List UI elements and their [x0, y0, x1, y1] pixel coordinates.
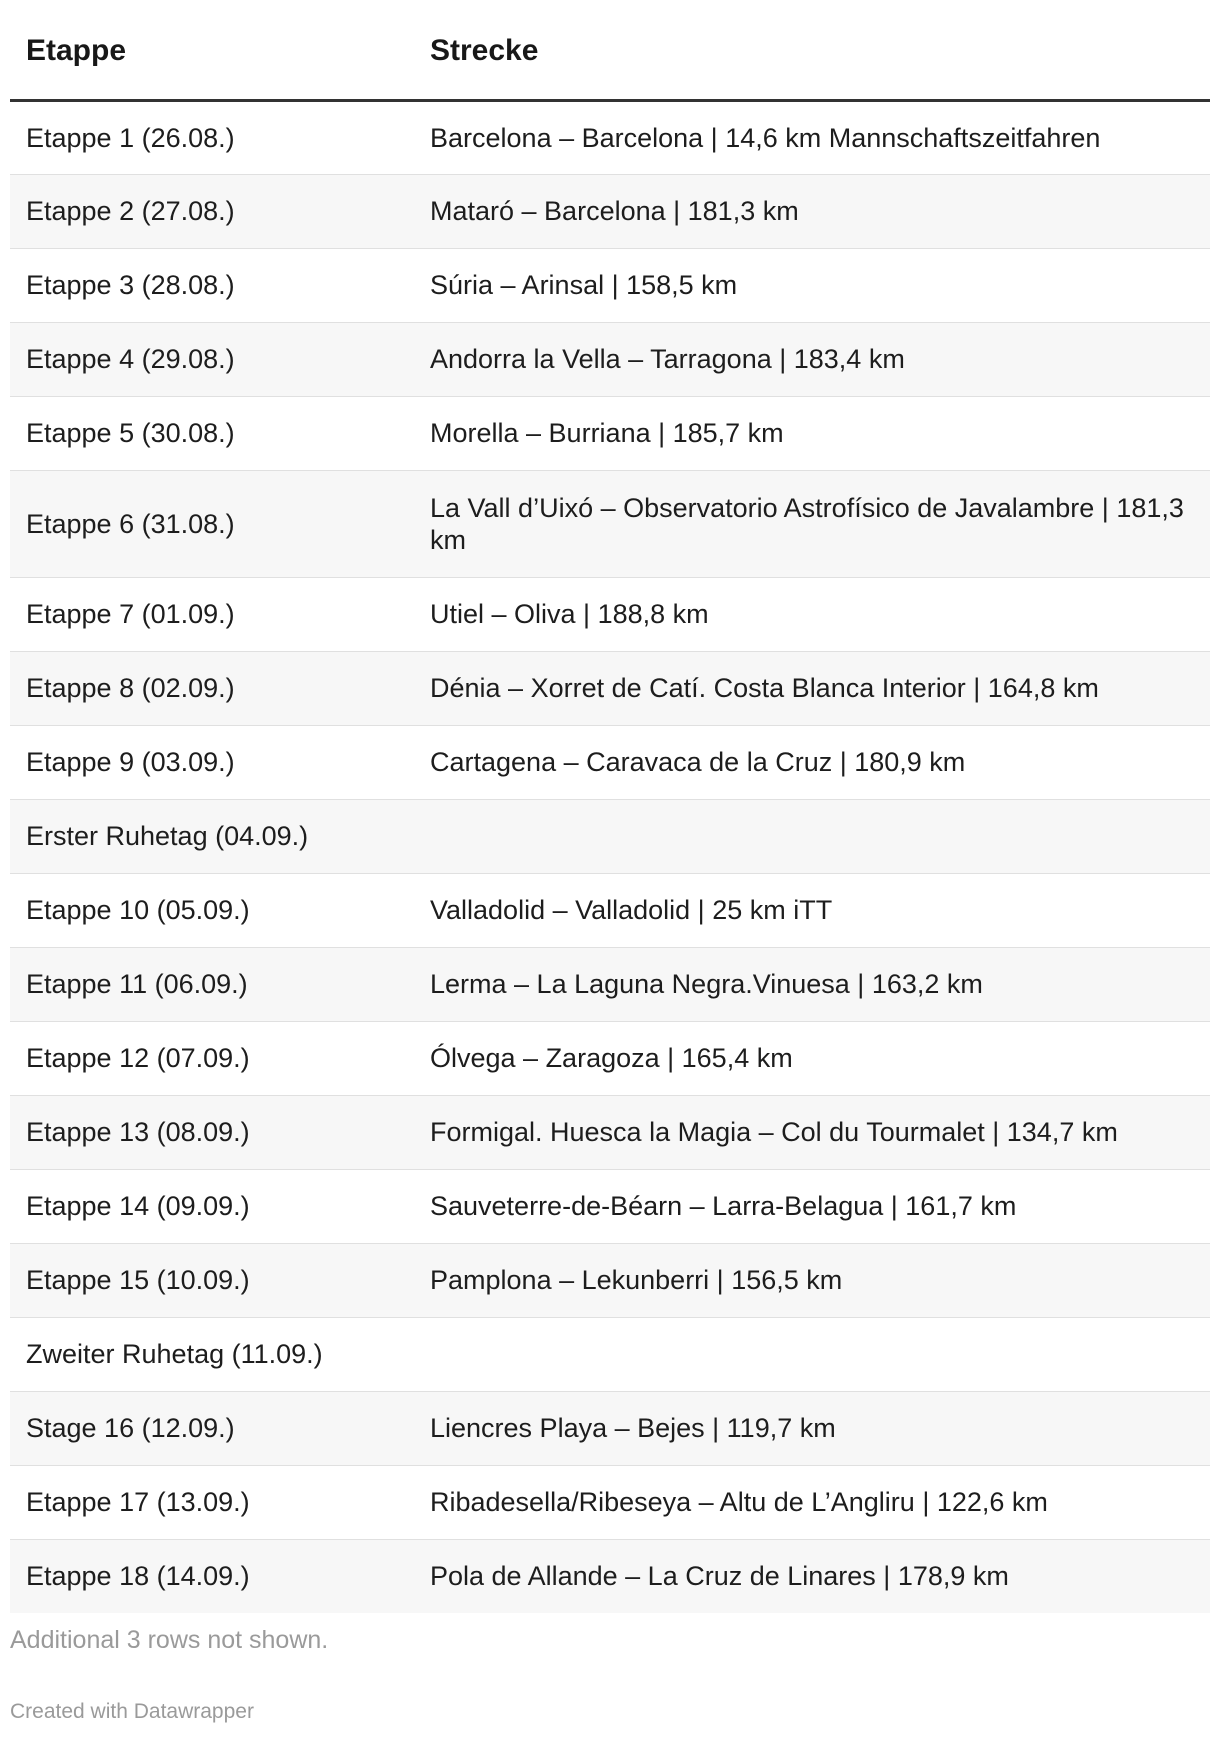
- cell-etappe: Etappe 17 (13.09.): [10, 1465, 414, 1539]
- cell-strecke: Dénia – Xorret de Catí. Costa Blanca Interior | 164,8 km: [414, 651, 1210, 725]
- cell-strecke: Lerma – La Laguna Negra.Vinuesa | 163,2 km: [414, 947, 1210, 1021]
- cell-strecke: Barcelona – Barcelona | 14,6 km Mannschaftszeitfahren: [414, 100, 1210, 174]
- datawrapper-credit-link[interactable]: Created with Datawrapper: [10, 1700, 254, 1723]
- cell-strecke: Mataró – Barcelona | 181,3 km: [414, 174, 1210, 248]
- table-row: [10, 947, 1210, 1021]
- table-row: [10, 577, 1210, 651]
- stages-table-container: [10, 0, 1210, 1613]
- cell-etappe: Etappe 14 (09.09.): [10, 1169, 414, 1243]
- cell-etappe: Etappe 12 (07.09.): [10, 1021, 414, 1095]
- table-row: [10, 100, 1210, 174]
- cell-strecke: Utiel – Oliva | 188,8 km: [414, 577, 1210, 651]
- table-row: [10, 1021, 1210, 1095]
- table-row: [10, 174, 1210, 248]
- cell-etappe: Etappe 5 (30.08.): [10, 396, 414, 470]
- table-row: [10, 725, 1210, 799]
- cell-strecke: Ribadesella/Ribeseya – Altu de L’Angliru | 122,6 km: [414, 1465, 1210, 1539]
- cell-strecke: [414, 1317, 1210, 1391]
- table-row: [10, 248, 1210, 322]
- table-row: [10, 1169, 1210, 1243]
- header-row: [10, 0, 1210, 100]
- cell-etappe: Etappe 4 (29.08.): [10, 322, 414, 396]
- cell-strecke: Sauveterre-de-Béarn – Larra-Belagua | 161,7 km: [414, 1169, 1210, 1243]
- cell-etappe: Etappe 6 (31.08.): [10, 470, 414, 577]
- cell-etappe: Etappe 15 (10.09.): [10, 1243, 414, 1317]
- table-body: [10, 100, 1210, 1613]
- table-row-rest-day: [10, 799, 1210, 873]
- cell-strecke: [414, 799, 1210, 873]
- table-row: [10, 651, 1210, 725]
- table-row: [10, 1095, 1210, 1169]
- column-header-strecke[interactable]: Strecke: [414, 0, 1210, 100]
- cell-etappe: Etappe 2 (27.08.): [10, 174, 414, 248]
- cell-strecke: Pamplona – Lekunberri | 156,5 km: [414, 1243, 1210, 1317]
- table-row: [10, 322, 1210, 396]
- cell-etappe: Zweiter Ruhetag (11.09.): [10, 1317, 414, 1391]
- cell-etappe: Etappe 9 (03.09.): [10, 725, 414, 799]
- cell-strecke: Ólvega – Zaragoza | 165,4 km: [414, 1021, 1210, 1095]
- column-header-etappe[interactable]: Etappe: [10, 0, 414, 100]
- cell-strecke: Pola de Allande – La Cruz de Linares | 178,9 km: [414, 1539, 1210, 1613]
- table-row: [10, 1539, 1210, 1613]
- cell-strecke: La Vall d’Uixó – Observatorio Astrofísico de Javalambre | 181,3 km: [414, 470, 1210, 577]
- cell-etappe: Etappe 10 (05.09.): [10, 873, 414, 947]
- cell-strecke: Morella – Burriana | 185,7 km: [414, 396, 1210, 470]
- stages-table: [10, 0, 1210, 1613]
- cell-strecke: Liencres Playa – Bejes | 119,7 km: [414, 1391, 1210, 1465]
- table-row: [10, 873, 1210, 947]
- table-header: [10, 0, 1210, 100]
- cell-strecke: Cartagena – Caravaca de la Cruz | 180,9 km: [414, 725, 1210, 799]
- cell-etappe: Etappe 3 (28.08.): [10, 248, 414, 322]
- table-row: [10, 1243, 1210, 1317]
- cell-etappe: Etappe 1 (26.08.): [10, 100, 414, 174]
- cell-strecke: Andorra la Vella – Tarragona | 183,4 km: [414, 322, 1210, 396]
- cell-etappe: Etappe 11 (06.09.): [10, 947, 414, 1021]
- cell-etappe: Etappe 13 (08.09.): [10, 1095, 414, 1169]
- table-row: [10, 470, 1210, 577]
- cell-etappe: Etappe 7 (01.09.): [10, 577, 414, 651]
- cell-etappe: Etappe 18 (14.09.): [10, 1539, 414, 1613]
- cell-etappe: Erster Ruhetag (04.09.): [10, 799, 414, 873]
- rows-not-shown-note: Additional 3 rows not shown.: [10, 1626, 329, 1654]
- table-row: [10, 1391, 1210, 1465]
- table-row: [10, 1465, 1210, 1539]
- table-row: [10, 396, 1210, 470]
- cell-strecke: Súria – Arinsal | 158,5 km: [414, 248, 1210, 322]
- cell-strecke: Formigal. Huesca la Magia – Col du Tourmalet | 134,7 km: [414, 1095, 1210, 1169]
- cell-etappe: Etappe 8 (02.09.): [10, 651, 414, 725]
- cell-etappe: Stage 16 (12.09.): [10, 1391, 414, 1465]
- table-row-rest-day: [10, 1317, 1210, 1391]
- cell-strecke: Valladolid – Valladolid | 25 km iTT: [414, 873, 1210, 947]
